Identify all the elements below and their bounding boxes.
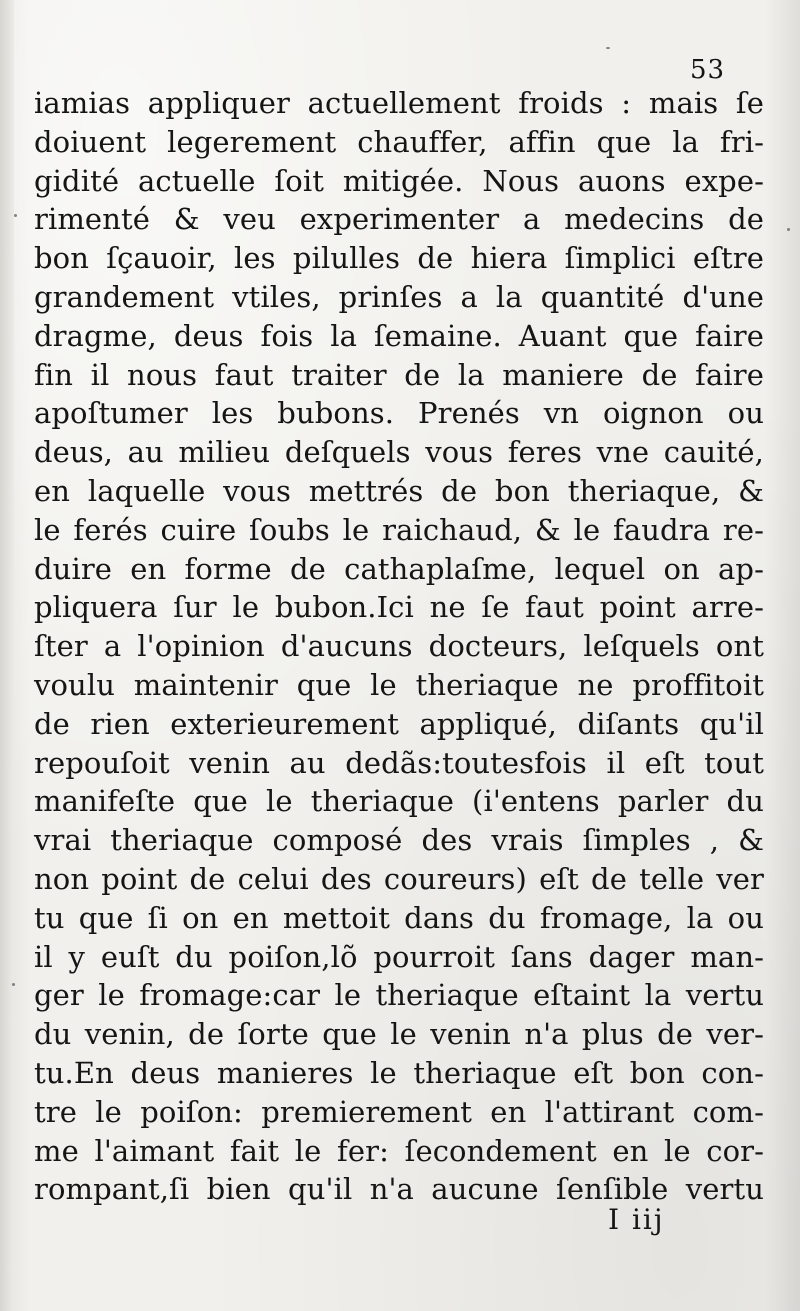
ink-speck — [14, 214, 17, 217]
text-line: de rien exterieurement appliqué, diſants qu'il — [34, 706, 764, 741]
text-line: duire en forme de cathaplaſme, lequel on ap- — [34, 551, 764, 586]
signature-mark: I iij — [608, 1203, 665, 1236]
text-line: manifeſte que le theriaque (i'entens parler du — [34, 784, 764, 819]
text-line: ger le fromage:car le theriaque eſtaint la vertu — [34, 978, 764, 1013]
text-line: apoſtumer les bubons. Prenés vn oignon ou — [34, 396, 764, 431]
page-number: 53 — [690, 55, 726, 85]
text-line: dragme, deus fois la ſemaine. Auant que faire — [34, 318, 764, 353]
ink-speck — [787, 228, 790, 231]
text-line: pliquera ſur le bubon.Ici ne ſe faut point arre- — [34, 590, 764, 625]
text-line: tu.En deus manieres le theriaque eſt bon con- — [34, 1055, 764, 1090]
text-line: du venin, de ſorte que le venin n'a plus de ver- — [34, 1017, 764, 1052]
text-line: tu que ſi on en mettoit dans du fromage, la ou — [34, 900, 764, 935]
text-line: rompant,ſi bien qu'il n'a aucune ſenſible vertu — [34, 1172, 764, 1207]
ink-speck — [12, 983, 15, 986]
text-line: iamias appliquer actuellement froids : mais ſe — [34, 86, 764, 120]
text-line: tre le poiſon: premierement en l'attirant com- — [34, 1094, 764, 1129]
text-line: en laquelle vous mettrés de bon theriaque, & — [34, 473, 764, 508]
text-line: voulu maintenir que le theriaque ne proffitoit — [34, 667, 764, 702]
text-line: repouſoit venin au dedãs:toutesfois il eſt tout — [34, 745, 764, 780]
text-line: ſter a l'opinion d'aucuns docteurs, leſquels ont — [34, 629, 764, 664]
body-text — [34, 84, 764, 1209]
ink-speck — [606, 47, 610, 49]
text-line: me l'aimant fait le fer: ſecondement en le cor- — [34, 1133, 764, 1168]
text-line: doiuent legerement chauffer, affin que la fri- — [34, 124, 764, 159]
text-line: grandement vtiles, prinſes a la quantité d'une — [34, 279, 764, 314]
text-line: rimenté & veu experimenter a medecins de — [34, 202, 764, 237]
text-line: bon ſçauoir, les pilulles de hiera ſimplici eſtre — [34, 241, 764, 276]
page-gutter-edge — [0, 0, 14, 1311]
text-line: non point de celui des coureurs) eſt de telle ver — [34, 861, 764, 896]
text-line: gidité actuelle ſoit mitigée. Nous auons expe- — [34, 163, 764, 198]
text-line: fin il nous faut traiter de la maniere de faire — [34, 357, 764, 392]
text-line: il y euſt du poiſon,lõ pourroit ſans dager man- — [34, 939, 764, 974]
text-line: deus, au milieu deſquels vous feres vne cauité, — [34, 435, 764, 470]
text-line: vrai theriaque composé des vrais ſimples , & — [34, 823, 764, 858]
text-line: le ferés cuire ſoubs le raichaud, & le faudra re- — [34, 512, 764, 547]
